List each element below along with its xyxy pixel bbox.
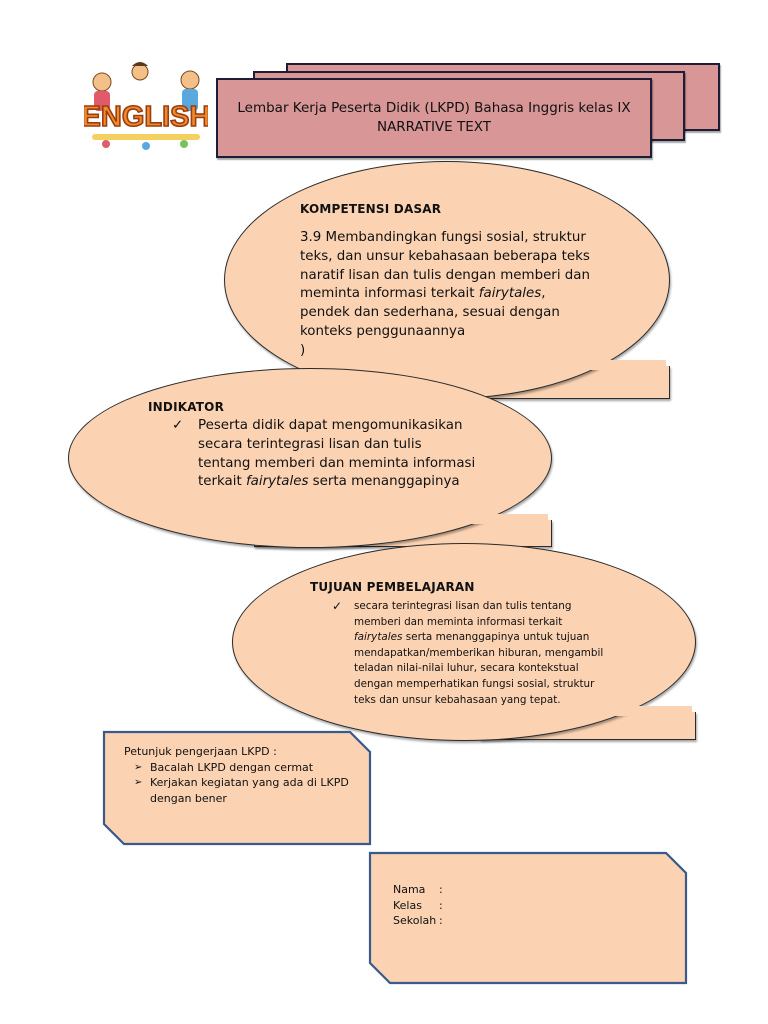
petunjuk-heading: Petunjuk pengerjaan LKPD :: [124, 745, 277, 758]
document-subtitle: NARRATIVE TEXT: [376, 119, 492, 135]
kd-line: teks, dan unsur kebahasaan beberapa teks: [300, 248, 590, 264]
petunjuk-item: ➢ Bacalah LKPD dengan cermat: [124, 760, 360, 776]
kd-content: [300, 202, 600, 361]
kd-line: meminta informasi terkait fairytales,: [300, 286, 546, 302]
kd-body: [300, 229, 600, 361]
kd-line: 3.9 Membandingkan fungsi sosial, struktur: [300, 230, 586, 245]
check-icon: ✓: [172, 418, 184, 433]
sekolah-row: Sekolah :: [393, 914, 443, 928]
kelas-label: Kelas: [393, 898, 422, 912]
petunjuk-item: ➢ Kerjakan kegiatan yang ada di LKPD dengan bener: [124, 775, 360, 806]
kd-line: konteks penggunaannya: [300, 323, 466, 339]
check-icon: ✓: [332, 599, 343, 613]
tujuan-heading: TUJUAN PEMBELAJARAN: [310, 580, 475, 594]
kd-line: ): [300, 342, 306, 358]
document-title: Lembar Kerja Peserta Didik (LKPD) Bahasa Inggris kelas IX: [237, 100, 631, 116]
arrow-bullet-icon: ➢: [134, 777, 143, 789]
nama-row: Nama :: [393, 883, 443, 896]
kelas-row: Kelas :: [393, 898, 443, 912]
identity-fields: [393, 882, 443, 929]
logo-text: ENGLISH: [84, 101, 208, 133]
indikator-item: ✓ Peserta didik dapat mengomunikasikan secara terintegrasi lisan dan tulis tentang memberi dan meminta informasi terkait fairytales serta menanggapinya: [148, 417, 478, 492]
arrow-bullet-icon: ➢: [134, 761, 143, 773]
kd-line: pendek dan sederhana, sesuai dengan: [300, 305, 560, 321]
sekolah-label: Sekolah: [393, 914, 437, 928]
indikator-heading: INDIKATOR: [148, 400, 225, 414]
petunjuk-content: [124, 744, 360, 806]
kd-heading: KOMPETENSI DASAR: [300, 202, 442, 216]
kd-line: naratif lisan dan tulis dengan memberi dan: [300, 267, 590, 283]
tujuan-item: ✓ secara terintegrasi lisan dan tulis tentang memberi dan meminta informasi terkait fairytales serta menanggapinya untuk tujuan mendapatkan/memberikan hiburan, mengambil teladan nilai-nilai luhur, secara kontekstual dengan memperhatikan fungsi sosial, struktur teks dan unsur kebahasaan yang tepat.: [310, 599, 640, 708]
tujuan-content: [310, 580, 640, 708]
indikator-content: [148, 400, 478, 492]
english-logo: [84, 58, 208, 152]
nama-label: Nama: [393, 883, 426, 896]
header-banner: [216, 78, 652, 158]
